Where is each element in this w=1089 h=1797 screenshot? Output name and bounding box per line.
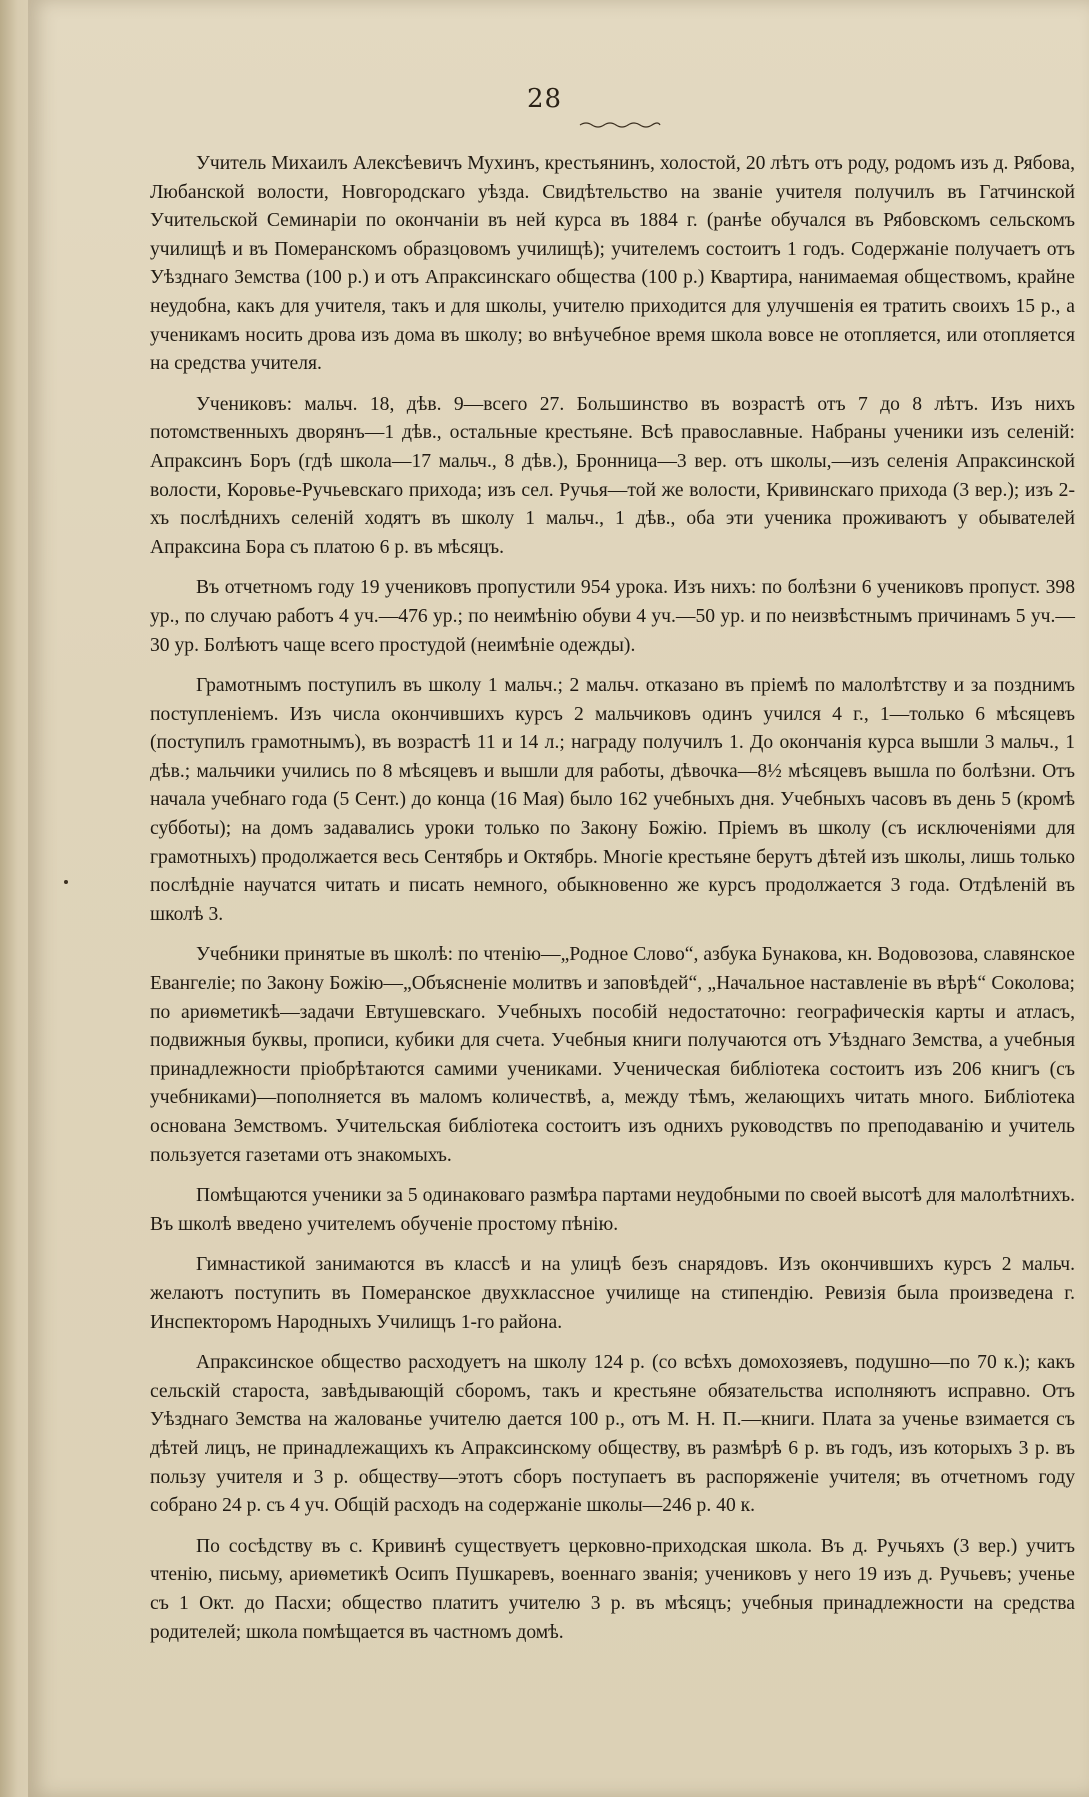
paragraph-desks: Помѣщаются ученики за 5 одинаковаго размѣра партами неудобными по своей высотѣ для малолѣтнихъ. Въ школѣ введено учителемъ обученіе простому пѣнію.: [150, 1185, 1075, 1235]
paragraph-admission: Грамотнымъ поступилъ въ школу 1 мальч.; 2 мальч. отказано въ пріемѣ по малолѣтству и за позднимъ поступленіемъ. Изъ числа окончившихъ курсъ 2 мальчиковъ одинъ учился 4 г., 1—только 6 мѣсяцевъ (поступилъ грамотнымъ), въ возрастѣ 11 и 14 л.; награду получилъ 1. До окончанія курса вышли 3 мальч., 1 дѣв.; мальчики учились по 8 мѣсяцевъ и вышли для работы, дѣвочка—8½ мѣсяцевъ вышла по болѣзни. Отъ начала учебнаго года (5 Сент.) до конца (16 Мая) было 162 учебныхъ дня. Учебныхъ часовъ въ день 5 (кромѣ субботы); на домъ задавались уроки только по Закону Божію. Пріемъ въ школу (съ исключеніями для грамотныхъ) продолжается весь Сентябрь и Октябрь. Многіе крестьяне берутъ дѣтей изъ школы, лишь только послѣдніе научатся читать и писать немного, обыкновенно же курсъ продолжается 3 года. Отдѣленій въ школѣ 3.: [150, 675, 1075, 925]
page-speck: [64, 880, 68, 884]
paragraph-gymnastics: Гимнастикой занимаются въ классѣ и на улицѣ безъ снарядовъ. Изъ окончившихъ курсъ 2 мальч. желаютъ поступить въ Померанское двухклассное училище на стипендію. Ревизія была произведена г. Инспекторомъ Народныхъ Училищъ 1-го района.: [150, 1254, 1075, 1333]
page-number: 28: [526, 84, 563, 114]
header-ornament: [578, 120, 662, 130]
paragraph-textbooks: Учебники принятые въ школѣ: по чтенію—„Родное Слово“, азбука Бунакова, кн. Водовозова, славянское Евангеліе; по Закону Божію—„Объясненіе молитвъ и заповѣдей“, „Начальное наставленіе въ вѣрѣ“ Соколова; по ариѳметикѣ—задачи Евтушевскаго. Учебныхъ пособій недостаточно: географическія карты и атласъ, подвижныя буквы, прописи, кубики для счета. Учебныя книги получаются отъ Уѣзднаго Земства, а учебныя принадлежности пріобрѣтаются самими учениками. Ученическая библіотека состоитъ изъ 206 книгъ (съ учебниками)—пополняется въ маломъ количествѣ, а, между тѣмъ, желающихъ читать много. Библіотека основана Земствомъ. Учительская библіотека состоитъ изъ однихъ руководствъ по преподаванію и учитель пользуется газетами отъ знакомыхъ.: [150, 944, 1075, 1166]
paragraph-teacher: Учитель Михаилъ Алексѣевичъ Мухинъ, крестьянинъ, холостой, 20 лѣтъ отъ роду, родомъ изъ д. Рябова, Любанской волости, Новгородскаго уѣзда. Свидѣтельство на званіе учителя получилъ въ Гатчинской Учительской Семинаріи по окончаніи въ ней курса въ 1884 г. (ранѣе обучался въ Рябовскомъ сельскомъ училищѣ и въ Померанскомъ образцовомъ училищѣ); учителемъ состоитъ 1 годъ. Содержаніе получаетъ отъ Уѣзднаго Земства (100 р.) и отъ Апраксинскаго общества (100 р.) Квартира, нанимаемая обществомъ, крайне неудобна, какъ для учителя, такъ и для школы, учителю приходится для улучшенія ея тратить своихъ 15 р., а ученикамъ носить дрова изъ дома въ школу; во внѣучебное время школа вовсе не отопляется, или отопляется на средства учителя.: [150, 153, 1075, 375]
paragraph-finances: Апраксинское общество расходуетъ на школу 124 р. (со всѣхъ домохозяевъ, подушно—по 70 к.); какъ сельскій староста, завѣдывающій сборомъ, такъ и крестьяне обязательства исполняютъ исправно. Отъ Уѣзднаго Земства на жалованье учителю дается 100 р., отъ М. Н. П.—книги. Плата за ученье взимается съ дѣтей лицъ, не принадлежащихъ къ Апраксинскому обществу, въ размѣрѣ 6 р. въ годъ, изъ которыхъ 3 р. въ пользу учителя и 3 р. обществу—этотъ сборъ поступаетъ въ распоряженіе учителя; въ отчетномъ году собрано 24 р. съ 4 уч. Общій расходъ на содержаніе школы—246 р. 40 к.: [150, 1352, 1075, 1517]
body-text: [150, 150, 1075, 1659]
paragraph-pupils: Учениковъ: мальч. 18, дѣв. 9—всего 27. Большинство въ возрастѣ отъ 7 до 8 лѣтъ. Изъ нихъ потомственныхъ дворянъ—1 дѣв., остальные крестьяне. Всѣ православные. Набраны ученики изъ селеній: Апраксинъ Боръ (гдѣ школа—17 мальч., 8 дѣв.), Бронница—3 вер. отъ школы,—изъ селенія Апраксинской волости, Коровье-Ручьевскаго прихода; изъ сел. Ручья—той же волости, Кривинскаго прихода (3 вер.); изъ 2-хъ послѣднихъ селеній ходятъ въ школу 1 мальч., 1 дѣв., оба эти ученика проживаютъ у обывателей Апраксина Бора съ платою 6 р. въ мѣсяцъ.: [150, 393, 1075, 558]
paragraph-neighbors: По сосѣдству въ с. Кривинѣ существуетъ церковно-приходская школа. Въ д. Ручьяхъ (3 вер.) учитъ чтенію, письму, ариѳметикѣ Осипъ Пушкаревъ, военнаго званія; учениковъ у него 19 изъ д. Ручьевъ; ученье съ 1 Окт. до Пасхи; общество платитъ учителю 3 р. въ мѣсяцъ; учебныя принадлежности на средства родителей; школа помѣщается въ частномъ домѣ.: [150, 1535, 1075, 1643]
paragraph-absences: Въ отчетномъ году 19 учениковъ пропустили 954 урока. Изъ нихъ: по болѣзни 6 учениковъ пропуст. 398 ур., по случаю работъ 4 уч.—476 ур.; по неимѣнію обуви 4 уч.—50 ур. и по неизвѣстнымъ причинамъ 5 уч.—30 ур. Болѣютъ чаще всего простудой (неимѣніе одежды).: [150, 577, 1075, 656]
